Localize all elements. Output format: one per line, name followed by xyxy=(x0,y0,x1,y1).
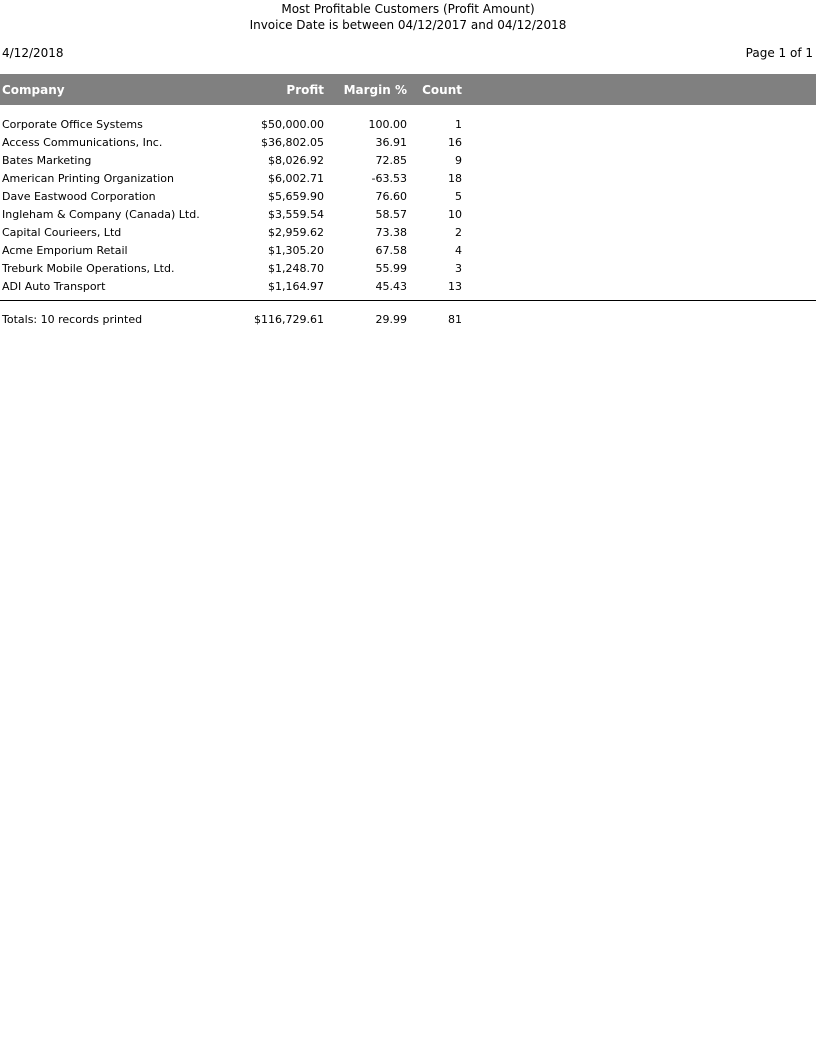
profit-cell: $1,248.70 xyxy=(268,262,324,275)
profit-cell: $1,164.97 xyxy=(268,280,324,293)
count-cell: 2 xyxy=(455,226,462,239)
table-row xyxy=(0,152,816,170)
count-cell: 18 xyxy=(448,172,462,185)
margin-cell: 73.38 xyxy=(375,226,407,239)
count-cell: 16 xyxy=(448,136,462,149)
totals-profit: $116,729.61 xyxy=(254,313,324,326)
report-date: 4/12/2018 xyxy=(2,46,64,60)
table-row xyxy=(0,134,816,152)
totals-divider xyxy=(0,300,816,301)
totals-row xyxy=(0,311,816,329)
count-cell: 9 xyxy=(455,154,462,167)
report-title: Most Profitable Customers (Profit Amount) xyxy=(281,2,535,16)
company-cell: American Printing Organization xyxy=(2,172,174,185)
margin-cell: 58.57 xyxy=(375,208,407,221)
table-row xyxy=(0,188,816,206)
header-margin: Margin % xyxy=(343,83,407,97)
margin-cell: -63.53 xyxy=(371,172,407,185)
count-cell: 3 xyxy=(455,262,462,275)
table-row xyxy=(0,206,816,224)
margin-cell: 45.43 xyxy=(375,280,407,293)
header-company: Company xyxy=(2,83,65,97)
table-row xyxy=(0,116,816,134)
count-cell: 10 xyxy=(448,208,462,221)
profit-cell: $3,559.54 xyxy=(268,208,324,221)
margin-cell: 67.58 xyxy=(375,244,407,257)
margin-cell: 36.91 xyxy=(375,136,407,149)
count-cell: 5 xyxy=(455,190,462,203)
table-row xyxy=(0,278,816,296)
company-cell: Capital Courieers, Ltd xyxy=(2,226,122,239)
count-cell: 13 xyxy=(448,280,462,293)
table-row xyxy=(0,224,816,242)
table-row xyxy=(0,260,816,278)
company-cell: Bates Marketing xyxy=(2,154,92,167)
totals-margin: 29.99 xyxy=(375,313,407,326)
company-cell: Corporate Office Systems xyxy=(2,118,143,131)
profit-cell: $1,305.20 xyxy=(268,244,324,257)
margin-cell: 76.60 xyxy=(375,190,407,203)
profit-cell: $8,026.92 xyxy=(268,154,324,167)
report-subtitle: Invoice Date is between 04/12/2017 and 04/12/2018 xyxy=(249,18,567,32)
count-cell: 1 xyxy=(455,118,462,131)
company-cell: Treburk Mobile Operations, Ltd. xyxy=(2,262,175,275)
company-cell: Acme Emporium Retail xyxy=(2,244,128,257)
count-cell: 4 xyxy=(455,244,462,257)
profit-cell: $50,000.00 xyxy=(261,118,324,131)
table-row xyxy=(0,170,816,188)
profit-cell: $2,959.62 xyxy=(268,226,324,239)
company-cell: Access Communications, Inc. xyxy=(2,136,163,149)
margin-cell: 55.99 xyxy=(375,262,407,275)
totals-count: 81 xyxy=(448,313,462,326)
header-profit: Profit xyxy=(286,83,324,97)
page-number: Page 1 of 1 xyxy=(745,46,813,60)
profit-cell: $36,802.05 xyxy=(261,136,324,149)
profit-cell: $5,659.90 xyxy=(268,190,324,203)
company-cell: Ingleham & Company (Canada) Ltd. xyxy=(2,208,200,221)
table-body xyxy=(0,116,816,296)
company-cell: ADI Auto Transport xyxy=(2,280,106,293)
margin-cell: 100.00 xyxy=(368,118,407,131)
header-count: Count xyxy=(422,83,462,97)
margin-cell: 72.85 xyxy=(375,154,407,167)
company-cell: Dave Eastwood Corporation xyxy=(2,190,156,203)
table-row xyxy=(0,242,816,260)
totals-label: Totals: 10 records printed xyxy=(2,313,143,326)
profit-cell: $6,002.71 xyxy=(268,172,324,185)
table-header xyxy=(0,74,816,105)
